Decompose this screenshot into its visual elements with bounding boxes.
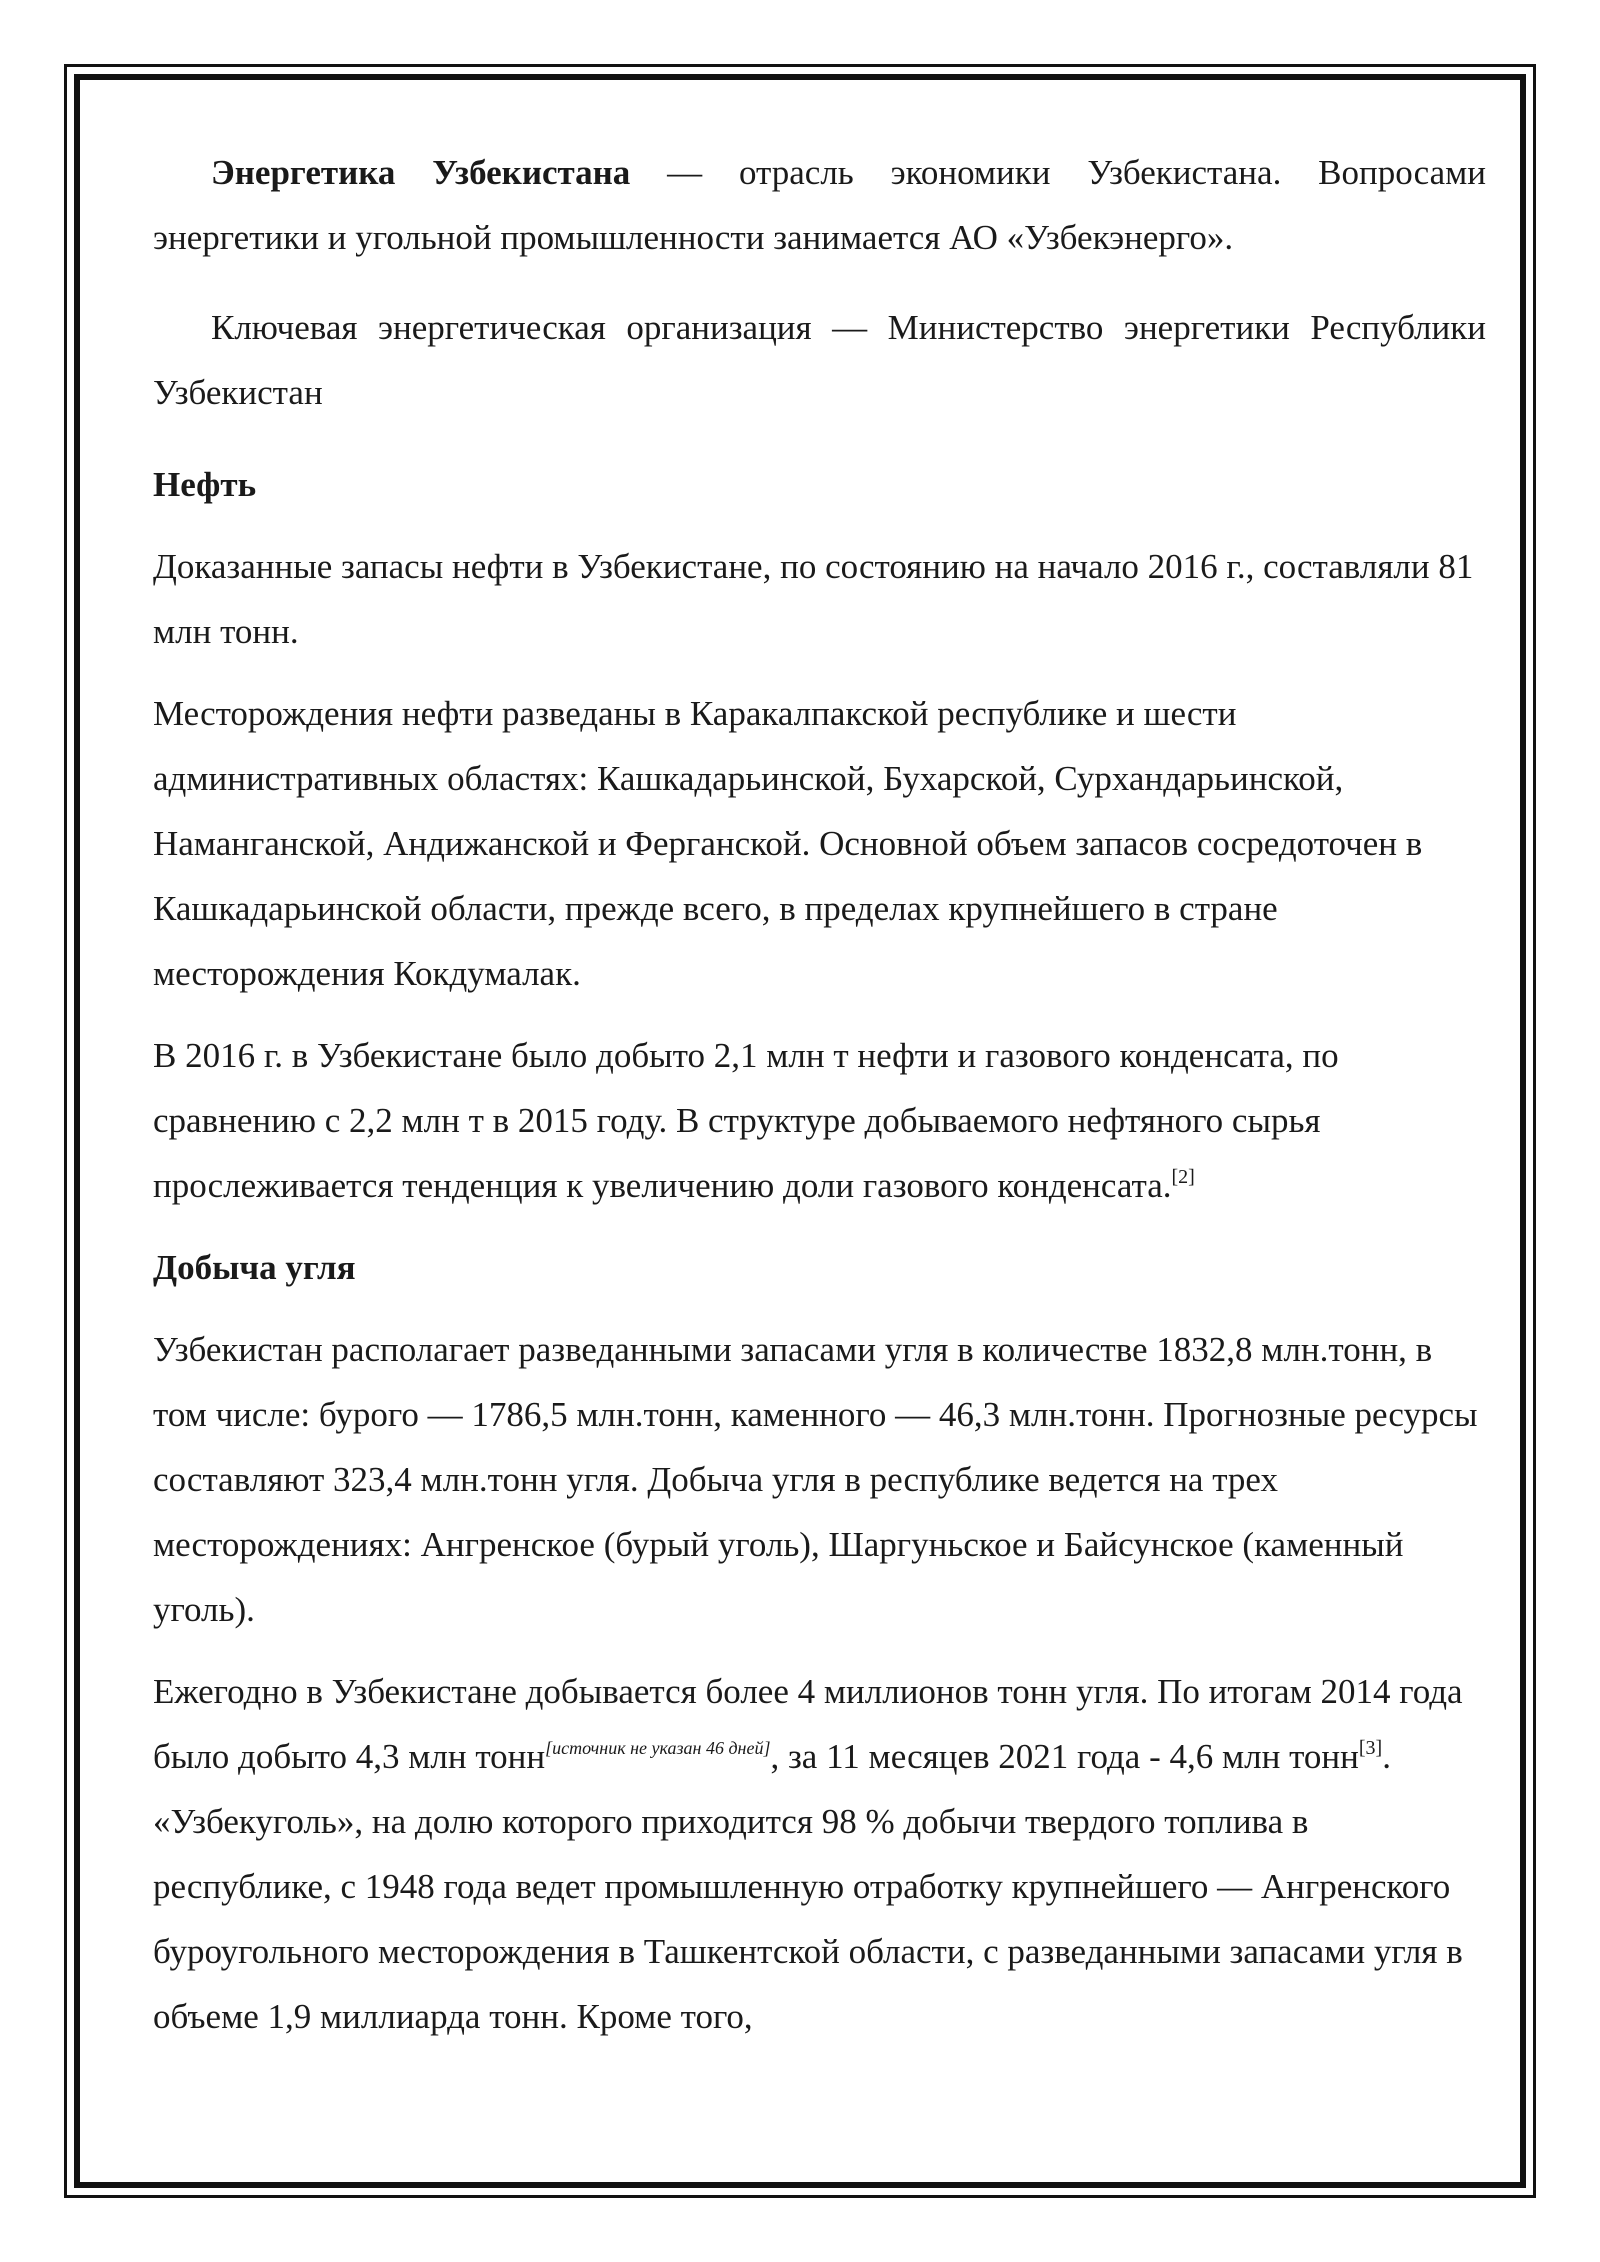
footnote-ref-3[interactable]: [3] — [1358, 1737, 1383, 1759]
oil-paragraph-3-text: В 2016 г. в Узбекистане было добыто 2,1 млн т нефти и газового конденсата, по сравнению с 2,2 млн т в 2015 году. В структуре добываемого нефтяного сырья прослеживается тенденция к увеличению доли газового конденсата. — [153, 1036, 1339, 1205]
section-heading-coal: Добыча угля — [153, 1248, 356, 1287]
oil-paragraph-3 — [153, 1023, 1486, 1218]
coal-paragraph-1: Узбекистан располагает разведанными запасами угля в количестве 1832,8 млн.тонн, в том числе: бурого — 1786,5 млн.тонн, каменного — 46,3 млн.тонн. Прогнозные ресурсы составляют 323,4 млн.тонн угля. Добыча угля в республике ведется на трех месторождениях: Ангренское (бурый уголь), Шаргуньское и Байсунское (каменный уголь). — [153, 1330, 1478, 1629]
section-heading-oil: Нефть — [153, 465, 257, 504]
coal-paragraph-2-text-a: Ежегодно в Узбекистане добывается более 4 миллионов тонн угля. По итогам 2014 года было добыто 4,3 млн тонн — [153, 1672, 1463, 1776]
footnote-ref-2[interactable]: [2] — [1171, 1166, 1195, 1188]
key-organization-paragraph: Ключевая энергетическая организация — Министерство энергетики Республики Узбекистан — [153, 308, 1486, 412]
coal-paragraph-2-text-c: . «Узбекуголь», на долю которого приходится 98 % добычи твердого топлива в республике, с 1948 года ведет промышленную отработку крупнейшего — Ангренского буроугольного месторождения в Ташкентской области, с разведанными запасами угля в объеме 1,9 миллиарда тонн. Кроме того, — [153, 1737, 1463, 2036]
intro-title: Энергетика Узбекистана — [211, 153, 631, 192]
oil-paragraph-1: Доказанные запасы нефти в Узбекистане, по состоянию на начало 2016 г., составляли 81 млн тонн. — [153, 547, 1474, 651]
coal-paragraph-2-text-b: , за 11 месяцев 2021 года - 4,6 млн тонн — [770, 1737, 1359, 1776]
intro-text: — отрасль экономики Узбекистана. Вопросами энергетики и угольной промышленности занимается АО «Узбекэнерго». — [153, 153, 1486, 257]
citation-needed-note[interactable]: [источник не указан 46 дней] — [545, 1738, 771, 1758]
coal-paragraph-2 — [153, 1659, 1486, 2049]
intro-paragraph — [153, 140, 1486, 270]
document-body — [153, 140, 1486, 2066]
oil-paragraph-2: Месторождения нефти разведаны в Каракалпакской республике и шести административных областях: Кашкадарьинской, Бухарской, Сурхандарьинской, Наманганской, Андижанской и Ферганской. Основной объем запасов сосредоточен в Кашкадарьинской области, прежде всего, в пределах крупнейшего в стране месторождения Кокдумалак. — [153, 694, 1423, 993]
